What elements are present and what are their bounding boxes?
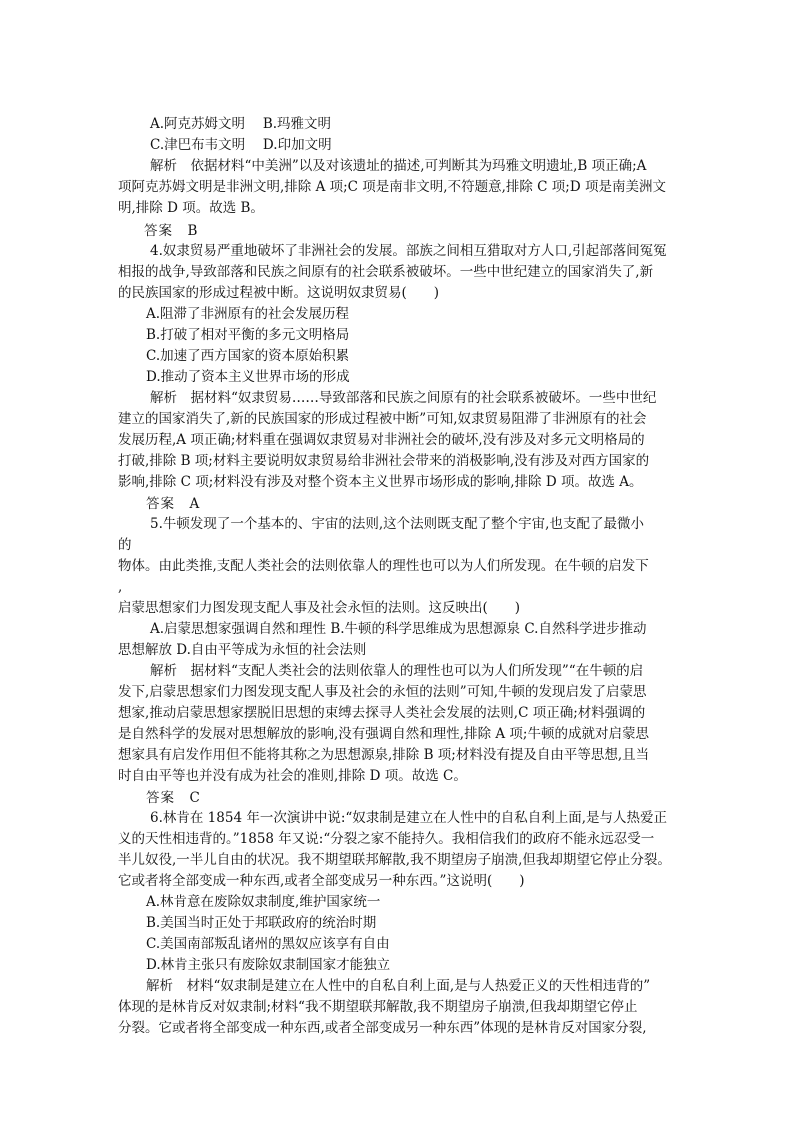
q4-option: D.推动了资本主义世界市场的形成 [146, 369, 350, 385]
q6-option: A.林肯意在废除奴隶制度,维护国家统一 [146, 894, 381, 910]
q5-stem-line: 启蒙思想家们力图发现支配人事及社会永恒的法则。这反映出( ) [118, 600, 521, 616]
q4-analysis-line: 解析 据材料“奴隶贸易……导致部落和民族之间原有的社会联系被破坏。一些中世纪 [150, 390, 657, 406]
q4-analysis-line: 影响,排除 C 项;材料没有涉及对整个资本主义世界市场形成的影响,排除 D 项。故选 A。 [118, 474, 643, 490]
q4-option: C.加速了西方国家的资本原始积累 [146, 348, 350, 364]
q6-stem-line: 半儿奴役,一半儿自由的状况。我不期望联邦解散,我不期望房子崩溃,但我却期望它停止分裂。 [118, 852, 671, 868]
q3-options-row2: C.津巴布韦文明 D.印加文明 [150, 137, 332, 153]
q3-analysis-line: 明,排除 D 项。故选 B。 [118, 200, 264, 216]
q4-stem-line: 相报的战争,导致部落和民族之间原有的社会联系被破坏。一些中世纪建立的国家消失了,新 [118, 264, 654, 280]
q5-option-line: A.启蒙思想家强调自然和理性 B.牛顿的科学思维成为思想源泉 C.自然科学进步推动 [150, 621, 647, 637]
q6-option: C.美国南部叛乱诸州的黑奴应该享有自由 [146, 936, 390, 952]
q6-analysis-line: 分裂。它或者将全部变成一种东西,或者全部变成另一种东西”体现的是林肯反对国家分裂, [118, 1020, 647, 1036]
q5-analysis-line: 是自然科学的发展对思想解放的影响,没有强调自然和理性,排除 A 项;牛顿的成就对启蒙思 [118, 726, 649, 742]
q4-stem-line: 4.奴隶贸易严重地破坏了非洲社会的发展。部族之间相互猎取对方人口,引起部落间冤冤 [150, 243, 667, 259]
q5-analysis-line: 解析 据材料“支配人类社会的法则依靠人的理性也可以为人们所发现”“在牛顿的启 [150, 663, 644, 679]
q3-analysis-line: 项阿克苏姆文明是非洲文明,排除 A 项;C 项是南非文明,不符题意,排除 C 项;D 项是南美洲文 [118, 179, 666, 195]
q4-option: B.打破了相对平衡的多元文明格局 [146, 327, 350, 343]
q3-analysis-line: 解析 依据材料“中美洲”以及对该遗址的描述,可判断其为玛雅文明遗址,B 项正确;A [150, 158, 647, 174]
q6-stem-line: 6.林肯在 1854 年一次演讲中说:“奴隶制是建立在人性中的自私自利上面,是与人热爱正 [150, 810, 668, 826]
q5-stem-line: 的 [118, 537, 132, 553]
q5-stem-line: , [118, 579, 123, 595]
q6-option: B.美国当时正处于邦联政府的统治时期 [146, 915, 377, 931]
q6-option: D.林肯主张只有废除奴隶制国家才能独立 [146, 957, 391, 973]
q5-stem-line: 5.牛顿发现了一个基本的、宇宙的法则,这个法则既支配了整个宇宙,也支配了最微小 [150, 516, 644, 532]
q4-option: A.阻滞了非洲原有的社会发展历程 [146, 306, 350, 322]
q6-analysis-line: 解析 材料“奴隶制是建立在人性中的自私自利上面,是与人热爱正义的天性相违背的” [146, 978, 651, 994]
q5-option-line: 思想解放 D.自由平等成为永恒的社会法则 [118, 642, 367, 658]
q3-options-row1: A.阿克苏姆文明 B.玛雅文明 [150, 116, 332, 132]
q5-stem-line: 物体。由此类推,支配人类社会的法则依靠人的理性也可以为人们所发现。在牛顿的启发下 [118, 558, 649, 574]
q4-answer: 答案 A [146, 496, 201, 512]
q5-answer: 答案 C [146, 790, 201, 806]
q5-analysis-line: 发下,启蒙思想家们力图发现支配人事及社会的永恒的法则”可知,牛顿的发现启发了启蒙思 [118, 684, 647, 700]
q4-analysis-line: 建立的国家消失了,新的民族国家的形成过程被中断”可知,奴隶贸易阻滞了非洲原有的社会 [118, 411, 647, 427]
q6-stem-line: 它或者将全部变成一种东西,或者全部变成另一种东西。”这说明( ) [118, 873, 525, 889]
q3-answer: 答案 B [144, 223, 199, 239]
q5-analysis-line: 时自由平等也并没有成为社会的准则,排除 D 项。故选 C。 [118, 768, 467, 784]
q4-analysis-line: 发展历程,A 项正确;材料重在强调奴隶贸易对非洲社会的破坏,没有涉及对多元文明格局的 [118, 432, 645, 448]
q4-stem-line: 的民族国家的形成过程被中断。这说明奴隶贸易( ) [118, 285, 440, 301]
q6-analysis-line: 体现的是林肯反对奴隶制;材料“我不期望联邦解散,我不期望房子崩溃,但我却期望它停止 [118, 999, 638, 1015]
q6-stem-line: 义的天性相违背的。”1858 年又说:“分裂之家不能持久。我相信我们的政府不能永远忍受一 [118, 831, 655, 847]
q5-analysis-line: 想家具有启发作用但不能将其称之为思想源泉,排除 B 项;材料没有提及自由平等思想,且当 [118, 747, 650, 763]
q5-analysis-line: 想家,推动启蒙思想家摆脱旧思想的束缚去探寻人类社会发展的法则,C 项正确;材料强调的 [118, 705, 646, 721]
q4-analysis-line: 打破,排除 B 项;材料主要说明奴隶贸易给非洲社会带来的消极影响,没有涉及对西方国家的 [118, 453, 650, 469]
